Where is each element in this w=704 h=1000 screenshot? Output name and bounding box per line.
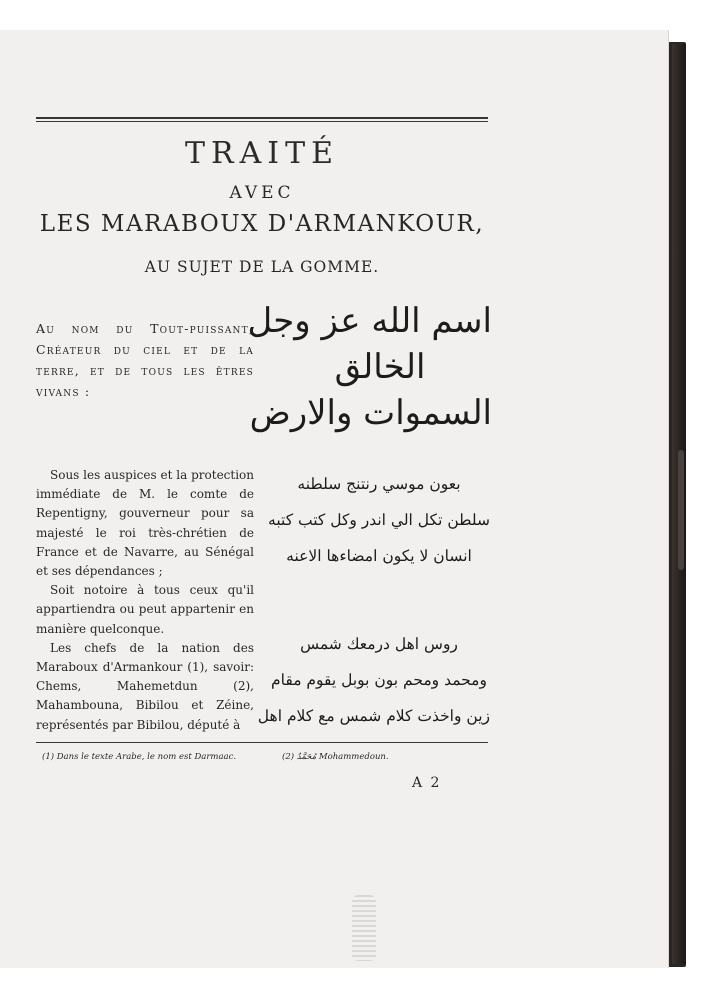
arabic-line: ومحمد ومحم بون بوبل يقوم مقام	[271, 671, 487, 689]
top-double-rule	[36, 117, 488, 122]
invocation-text: Au nom du Tout-puissant, Créateur du ciel et de la terre, et de tous les êtres vivans :	[36, 321, 254, 399]
arabic-line: الخالق	[334, 347, 426, 387]
arabic-line: سلطن تكل الي اندر وكل كتب كتبه	[268, 511, 490, 529]
arabic-block-2	[257, 626, 490, 734]
signature-mark: A 2	[412, 775, 442, 791]
french-body	[36, 466, 254, 735]
arabic-invocation	[247, 298, 492, 436]
arabic-line: انسان لا يكون امضاءها الاعنه	[286, 547, 472, 565]
footnote-rule	[36, 742, 488, 743]
board-wear	[678, 450, 684, 570]
paper-watermark	[352, 895, 376, 961]
footnote-2: (2) مُحَمَّدٌ Mohammedoun.	[282, 752, 389, 762]
paragraph-auspices: Sous les auspices et la protection immédiate de M. le comte de Repentigny, gouverneur pour sa majesté le roi très-chrétien de France et de Navarre, au Sénégal et ses dépendances ;	[36, 468, 254, 579]
arabic-line: اسم الله عز وجل	[247, 301, 492, 341]
title-maraboux: LES MARABOUX D'ARMANKOUR,	[39, 211, 485, 237]
footnote-1: (1) Dans le texte Arabe, le nom est Darmaac.	[42, 752, 237, 762]
title-gomme: AU SUJET DE LA GOMME.	[144, 258, 380, 276]
arabic-block-1	[268, 466, 490, 574]
arabic-line: زين واخذت كلام شمس مع كلام اهل	[257, 707, 490, 725]
arabic-line: روس اهل درمعك شمس	[300, 635, 458, 653]
arabic-line: السموات والارض	[249, 393, 492, 433]
paragraph-notoire: Soit notoire à tous ceux qu'il appartiendra ou peut appartenir en manière quelconque.	[36, 583, 254, 636]
title-avec: AVEC	[229, 183, 295, 203]
paragraph-chefs: Les chefs de la nation des Maraboux d'Armankour (1), savoir: Chems, Mahemetdun (2), Mahambouna, Bibilou et Zéine, représentés par Bibilou, député à	[36, 640, 254, 732]
arabic-line: بعون موسي رنتنج سلطنه	[297, 475, 461, 493]
title-traite: TRAITÉ	[184, 136, 340, 171]
